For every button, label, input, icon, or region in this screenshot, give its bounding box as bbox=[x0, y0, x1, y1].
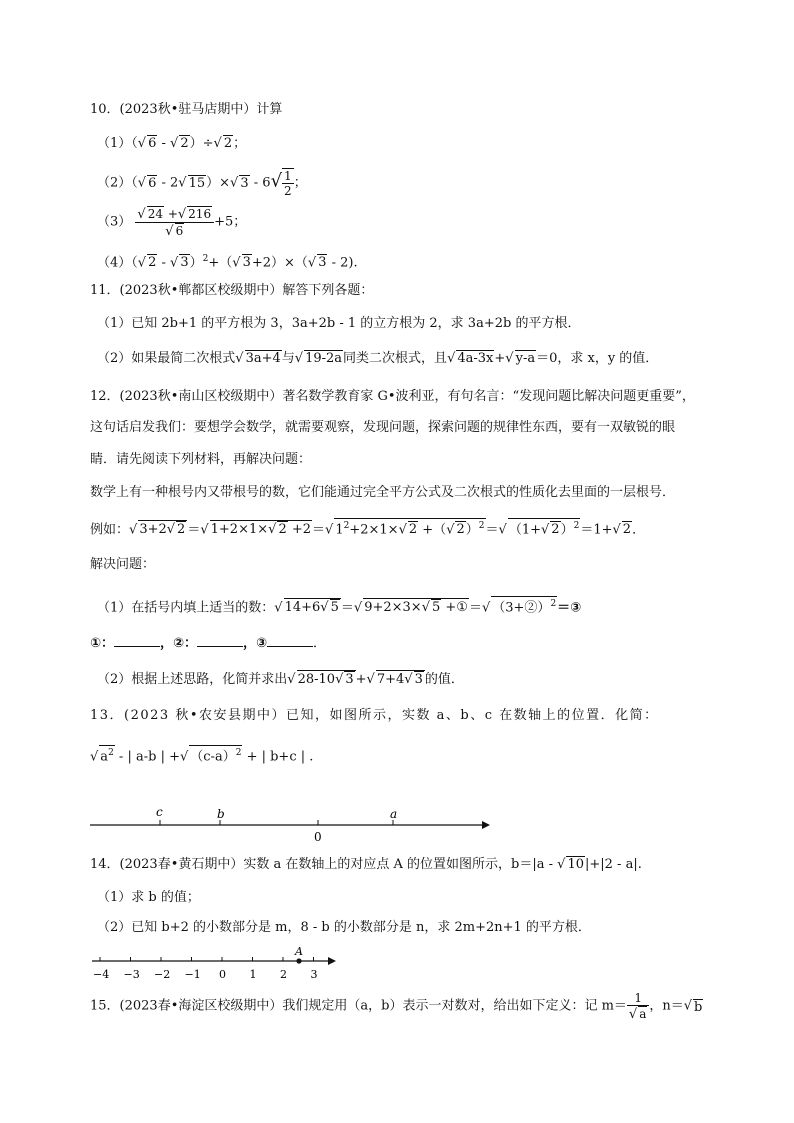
q12-part1: （1）在括号内填上适当的数：√ 14+6√ 5 ＝√ 9+2×3×√ 5 +①＝√ （3+②）$^2$＝③ bbox=[97, 596, 581, 617]
point-a-marker bbox=[296, 958, 301, 963]
point-a-label: A bbox=[295, 945, 303, 958]
q10-part3-fraction: $\frac{√ 24 +√ 216}{√ 6}$ bbox=[135, 206, 214, 239]
q14-part2: （2）已知 b+2 的小数部分是 m，8 - b 的小数部分是 n，求 2m+2n+1 的平方根． bbox=[97, 920, 591, 935]
axis-label-a: a bbox=[390, 807, 398, 821]
tick-label: 3 bbox=[310, 968, 318, 981]
tick-label: −1 bbox=[184, 968, 201, 981]
axis-label-b: b bbox=[217, 807, 225, 821]
axis-label-zero: 0 bbox=[314, 830, 322, 844]
q10-part4: （4）（√ 2 - √ 3）$^2$+（√ 3+2）×（√ 3 - 2). bbox=[97, 254, 358, 271]
q13-heading: 13．(2023 秋•农安县期中）已知，如图所示，实数 a、b、c 在数轴上的位置．化简： bbox=[90, 708, 659, 723]
q11-part1: （1）已知 2b+1 的平方根为 3，3a+2b - 1 的立方根为 2，求 3a+2b 的平方根． bbox=[97, 316, 581, 331]
tick-label: −2 bbox=[154, 968, 171, 981]
tick-label: 1 bbox=[249, 968, 257, 981]
q12-heading: 12．(2023秋•南山区校级期中）著名数学教育家 G•波利亚，有句名言：“发现问题比解决问题更重要”， bbox=[90, 389, 695, 404]
q10-part2: （2）（√ 6 - 2√ 15）×√ 3 - 6√ $\frac{1}{2}$ ； bbox=[97, 169, 307, 198]
q13-expression: √ $a^2$ - | a-b | +√ $(c-a)^2$ + | b+c | . bbox=[90, 745, 313, 766]
q12-line3: 睛．请先阅读下列材料，再解决问题： bbox=[90, 452, 312, 467]
q15-fraction: $\frac{1}{√ a}$ bbox=[627, 991, 649, 1022]
q12-line4: 数学上有一种根号内又带根号的数，它们能通过完全平方公式及二次根式的性质化去里面的一层根号． bbox=[90, 485, 676, 500]
answer-blank-3[interactable] bbox=[267, 634, 313, 647]
q14-part1: （1）求 b 的值； bbox=[97, 890, 200, 905]
q10-part1: （1）（√ 6 - √ 2）÷√ 2； bbox=[97, 136, 247, 151]
tick-label: 2 bbox=[280, 968, 287, 981]
q12-blanks: ①： ，②： ，③ ． bbox=[90, 636, 327, 651]
q12-solve-label: 解决问题： bbox=[90, 557, 156, 572]
q11-heading: 11．(2023秋•郸都区校级期中）解答下列各题： bbox=[90, 283, 374, 298]
q13-number-line bbox=[88, 800, 492, 845]
q12-line2: 这句话启发我们：要想学会数学，就需要观察，发现问题，探索问题的规律性东西，要有一双敏锐的眼 bbox=[90, 420, 676, 435]
tick-label: −3 bbox=[123, 968, 140, 981]
tick-label: 0 bbox=[219, 968, 226, 981]
q14-number-line bbox=[88, 944, 338, 982]
q11-part2: （2）如果最简二次根式√ 3a+4与√ 19-2a同类二次根式，且√ 4a-3x+√ y-a＝0，求 x，y 的值． bbox=[97, 351, 659, 366]
answer-blank-2[interactable] bbox=[197, 634, 243, 647]
q10-part3: （3） $\frac{√ 24 +√ 216}{√ 6}$ +5； bbox=[97, 207, 247, 239]
axis-label-c: c bbox=[156, 805, 163, 819]
q14-heading: 14．(2023春•黄石期中）实数 a 在数轴上的对应点 A 的位置如图所示，b＝|a - √ 10|+|2 - a|. bbox=[90, 857, 642, 872]
answer-blank-1[interactable] bbox=[114, 634, 160, 647]
q10-heading: 10．(2023秋•驻马店期中）计算 bbox=[90, 102, 283, 117]
tick-label: −4 bbox=[93, 968, 110, 981]
q15-heading: 15．(2023春•海淀区校级期中）我们规定用（a，b）表示一对数对，给出如下定义：记 m＝ $\frac{1}{√ a}$ ，n＝√ b bbox=[90, 991, 703, 1022]
q12-example: 例如：√ 3+2√ 2 ＝√ 1+2×1×√ 2 +2＝√ $1^2+2\times 1\times√$ 2 +（√ 2）$^2$＝√ （1+√ 2）$^2$＝1+√ 2． bbox=[90, 518, 645, 539]
q12-part2: （2）根据上述思路，化简并求出√ 28-10√ 3 +√ 7+4√ 3 的值． bbox=[97, 672, 464, 687]
